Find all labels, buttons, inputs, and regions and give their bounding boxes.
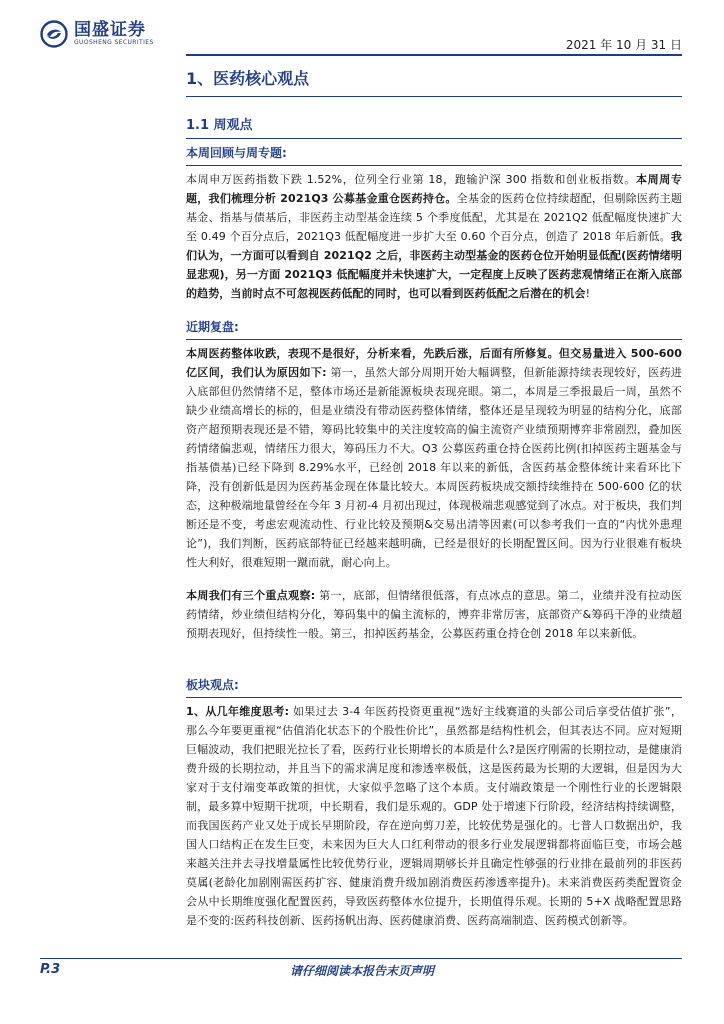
sector-view-heading: 板块观点:	[186, 678, 239, 692]
header-divider	[186, 54, 682, 56]
guosheng-logo-icon	[40, 20, 68, 48]
page-number: P.3	[40, 962, 61, 977]
text-run: 本周申万医药指数下跌 1.52%，位列全行业第 18，跑输沪深 300 指数和创业板指数。	[186, 173, 636, 186]
weekly-review-divider	[186, 165, 682, 166]
page-header	[0, 0, 724, 62]
text-run: 如果过去 3-4 年医药投资更重视“选好主线赛道的头部公司后享受估值扩张”，那么今年要更重视“估值消化状态下的个股性价比”，虽然都是结构性机会，但其表达不同。应对短期巨幅波动，我们把眼光拉长了看，医药行业长期增长的本质是什么?是医疗刚需的长期拉动，是健康消费升级的长期拉动，并且当下的需求满足度和渗透率极低，这是医药最为长期的大逻辑，但是因为大家对于支付端变革政策的担忧，大家似乎忽略了这个本质。支付端政策是一个刚性行业的长逻辑限制，最多算中短期干扰项，中长期看，我们是乐观的。GDP 处于增速下行阶段，经济结构持续调整，而我国医药产业又处于成长早期阶段，存在逆向剪刀差，比较优势是强化的。七普人口数据出炉，我国人口结构正在发生巨变，未来因为巨大人口红利带动的很多行业发展逻辑都将面临巨变，市场会越来越关注并去寻找增量属性比较优势行业，逻辑周期够长并且确定性够强的行业排在最前列的非医药莫属(老龄化加剧刚需医药扩容、健康消费升级加剧消费医药渗透率提升)。未来消费医药类配置资金会从中长期维度强化配置医药，导致医药整体水位提升，长期值得乐观。长期的 5+X 战略配置思路是不变的:医药科技创新、医药扬帆出海、医药健康消费、医药高端制造、医药模式创新等。	[186, 705, 682, 927]
recent-review-heading: 近期复盘:	[186, 320, 239, 334]
recent-review-paragraph	[186, 344, 682, 572]
subsection-title: 1.1 周观点	[186, 118, 253, 133]
sector-view-divider	[186, 697, 682, 698]
footer-divider	[40, 958, 682, 959]
logo-chinese-name: 国盛证券	[74, 20, 146, 40]
text-run: 第一，底部，但情绪很低落，有点冰点的意思。第二，业绩并没有拉动医药情绪，炒业绩但结构分化，筹码集中的偏主流标的，博弈非常厉害，底部资产&筹码干净的业绩超预期表现好，但持续性一般。第三，扣掉医药基金，公募医药重仓持仓创 2018 年以来新低。	[186, 589, 682, 640]
bold-text-run: 1、从几年维度思考:	[186, 705, 290, 718]
key-observations-paragraph	[186, 586, 682, 643]
logo-english-name: GUOSHENG SECURITIES	[74, 39, 154, 46]
text-run: 全基金的医药仓位持续超配，但剔除医药主题基金、指基与债基后，非医药主动型基金连续 5 个季度低配，尤其是在 2021Q2 低配幅度快速扩大至 0.49 个百分点后，2021Q3 低配幅度进一步扩大至 0.60 个百分点，创造了 2018 年后新低。	[186, 192, 683, 243]
weekly-review-heading: 本周回顾与周专题:	[186, 146, 287, 160]
footer-disclaimer: 请仔细阅读本报告末页声明	[289, 964, 434, 978]
weekly-review-paragraph	[186, 170, 682, 303]
section-title: 1、医药核心观点	[186, 69, 310, 88]
subsection-divider	[186, 138, 682, 139]
main-content	[186, 60, 682, 930]
bold-text-run: 本周我们有三个重点观察:	[186, 589, 316, 602]
report-date: 2021 年 10 月 31 日	[565, 38, 682, 52]
sector-view-paragraph	[186, 702, 682, 930]
recent-review-divider	[186, 339, 682, 340]
company-logo	[40, 20, 154, 48]
text-run: 第一，虽然大部分周期开始大幅调整，但新能源持续表现较好，医药进入底部但仍然情绪不足，整体市场还是新能源板块表现亮眼。第二，本周是三季报最后一周，虽然不缺少业绩高增长的标的，但是业绩没有带动医药整体情绪，整体还是呈现较为明显的结构分化，底部资产超预期表现还是不错，筹码比较集中的关注度较高的偏主流资产业绩预期博弈非常剧烈，叠加医药情绪偏悲观，情绪压力很大，筹码压力不大。Q3 公募医药重仓持仓医药比例(扣掉医药主题基金与指基债基)已经下降到 8.29%水平，已经创 2018 年以来的新低，含医药基金整体统计来看环比下降，没有创新低是因为医药基金现在体量比较大。本周医药板块成交额持续维持在 500-600 亿的状态，这种极端地量曾经在今年 3 月初-4 月初出现过，体现极端悲观感觉到了冰点。对于板块，我们判断还是不变，考虑宏观流动性、行业比较及预期&交易出清等因素(可以参考我们一直的“内忧外患理论”)，我们判断，医药底部特征已经越来越明确，已经是很好的长期配置区间。因为行业很难有板块性大利好，很难短期一蹴而就，耐心向上。	[186, 366, 682, 569]
bold-text-run: 本周医药整体收跌，表现不是很好，分析来看，先跌后涨，后面有所修复。但交易量进入 500-600 亿区间，我们认为原因如下:	[186, 347, 682, 379]
text-run: !	[585, 287, 591, 300]
bold-text-run: 本周周专题，我们梳理分析 2021Q3 公募基金重仓医药持仓。	[186, 173, 683, 205]
section-title-divider	[186, 96, 682, 97]
bold-text-run: 我们认为，一方面可以看到自 2021Q2 之后，非医药主动型基金的医药仓位开始明显低配(医药情绪明显悲观)，另一方面 2021Q3 低配幅度并未快速扩大，一定程度上反映了医药悲观情绪正在渐入底部的趋势，当前时点不可忽视医药低配的同时，也可以看到医药低配之后潜在的机会	[186, 230, 682, 300]
